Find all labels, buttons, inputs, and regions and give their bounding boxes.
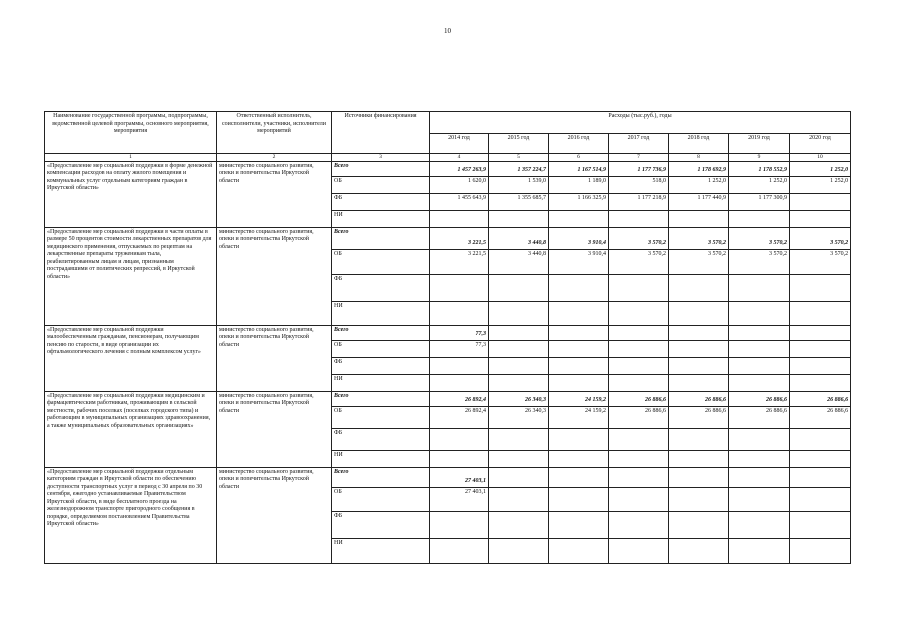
expense-value: 1 357 224,7 bbox=[489, 161, 549, 176]
table-body bbox=[45, 161, 851, 563]
expense-value bbox=[549, 357, 609, 374]
expense-value: 1 189,0 bbox=[549, 176, 609, 193]
expense-value bbox=[790, 511, 851, 538]
expense-value: 1 166 325,9 bbox=[549, 193, 609, 210]
expense-value bbox=[729, 487, 790, 511]
funding-source: Всего bbox=[332, 227, 430, 249]
expense-value: 1 455 643,9 bbox=[430, 193, 489, 210]
expense-value bbox=[549, 301, 609, 325]
expense-value: 3 570,2 bbox=[609, 249, 669, 274]
expense-value bbox=[790, 450, 851, 467]
header-expenses: Расходы (тыс.руб.), годы bbox=[430, 112, 851, 134]
expense-value: 3 221,5 bbox=[430, 249, 489, 274]
expense-value bbox=[489, 357, 549, 374]
expense-value: 1 539,0 bbox=[489, 176, 549, 193]
funding-source: Всего bbox=[332, 391, 430, 406]
expense-value bbox=[790, 538, 851, 563]
expense-value bbox=[489, 511, 549, 538]
expense-value bbox=[549, 487, 609, 511]
expense-value: 26 892,4 bbox=[430, 406, 489, 428]
year-header: 2020 год bbox=[790, 134, 851, 154]
expense-value bbox=[609, 210, 669, 227]
year-header: 2015 год bbox=[489, 134, 549, 154]
measure-name: «Предоставление мер социальной поддержки отдельным категориям граждан в Иркутской области по обеспечению доступности транспортных услуг в период с 30 апреля по 30 сентября, ежегодно устанавливаемые Правительством Иркутской области, в виде бесплатного проезда на железнодорожном транспорте пригородного сообщения в порядке, определяемом постановлением Правительства Иркутской области» bbox=[45, 467, 217, 563]
expense-value bbox=[489, 467, 549, 487]
expense-value bbox=[430, 450, 489, 467]
expense-value bbox=[549, 467, 609, 487]
budget-table bbox=[44, 111, 851, 564]
measure-name: «Предоставление мер социальной поддержки в части оплаты в размере 50 процентов стоимости лекарственных препаратов для медицинского применения, отпускаемых по рецептам на лекарственные препараты труженикам тыла, реабилитированным лицам и лицам, признанным пострадавшими от политических репрессий, в Иркутской области» bbox=[45, 227, 217, 325]
expense-value bbox=[669, 450, 729, 467]
expense-value bbox=[430, 538, 489, 563]
expense-value: 1 178 552,9 bbox=[729, 161, 790, 176]
expense-value: 1 252,0 bbox=[790, 176, 851, 193]
column-number: 9 bbox=[729, 154, 790, 162]
funding-source: ОБ bbox=[332, 340, 430, 357]
header-executor: Ответственный исполнитель, соисполнители, участники, исполнители мероприятий bbox=[217, 112, 332, 154]
year-header: 2018 год bbox=[669, 134, 729, 154]
executor: министерство социального развития, опеки и попечительства Иркутской области bbox=[217, 227, 332, 325]
executor: министерство социального развития, опеки и попечительства Иркутской области bbox=[217, 391, 332, 467]
header-sources: Источники финансирования bbox=[332, 112, 430, 154]
expense-value: 1 252,0 bbox=[790, 161, 851, 176]
expense-value bbox=[549, 340, 609, 357]
funding-source: ОБ bbox=[332, 406, 430, 428]
expense-value bbox=[430, 374, 489, 391]
expense-value bbox=[790, 301, 851, 325]
expense-value bbox=[790, 340, 851, 357]
expense-value: 3 440,8 bbox=[489, 227, 549, 249]
expense-value bbox=[430, 210, 489, 227]
expense-value bbox=[609, 340, 669, 357]
expense-value: 1 177 300,9 bbox=[729, 193, 790, 210]
year-header: 2016 год bbox=[549, 134, 609, 154]
expense-value bbox=[430, 274, 489, 301]
expense-value: 3 570,2 bbox=[669, 227, 729, 249]
expense-value: 24 159,2 bbox=[549, 406, 609, 428]
expense-value bbox=[669, 325, 729, 340]
funding-source: НИ bbox=[332, 301, 430, 325]
expense-value: 77,3 bbox=[430, 325, 489, 340]
funding-source: НИ bbox=[332, 538, 430, 563]
funding-source: Всего bbox=[332, 325, 430, 340]
table-row bbox=[45, 227, 851, 249]
expense-value: 3 221,5 bbox=[430, 227, 489, 249]
expense-value bbox=[609, 274, 669, 301]
expense-value bbox=[669, 374, 729, 391]
column-number: 5 bbox=[489, 154, 549, 162]
measure-name: «Предоставление мер социальной поддержки в форме денежной компенсации расходов на оплату жилого помещения и коммунальных услуг отдельным категориям граждан в Иркутской области» bbox=[45, 161, 217, 227]
funding-source: Всего bbox=[332, 161, 430, 176]
expense-value bbox=[489, 301, 549, 325]
expense-value bbox=[669, 428, 729, 450]
funding-source: ОБ bbox=[332, 249, 430, 274]
expense-value: 26 886,6 bbox=[790, 391, 851, 406]
expense-value bbox=[430, 511, 489, 538]
expense-value: 26 886,6 bbox=[729, 406, 790, 428]
expense-value bbox=[790, 428, 851, 450]
expense-value bbox=[489, 340, 549, 357]
expense-value: 3 570,2 bbox=[729, 249, 790, 274]
expense-value bbox=[549, 511, 609, 538]
expense-value: 26 886,6 bbox=[669, 406, 729, 428]
expense-value bbox=[489, 428, 549, 450]
funding-source: Всего bbox=[332, 467, 430, 487]
year-header: 2019 год bbox=[729, 134, 790, 154]
expense-value: 26 340,3 bbox=[489, 391, 549, 406]
expense-value: 1 167 514,9 bbox=[549, 161, 609, 176]
page-number: 10 bbox=[444, 27, 451, 35]
funding-source: ФБ bbox=[332, 193, 430, 210]
expense-value bbox=[729, 467, 790, 487]
expense-value bbox=[489, 374, 549, 391]
expense-value bbox=[790, 357, 851, 374]
measure-name: «Предоставление мер социальной поддержки малообеспеченным гражданам, пенсионерам, получающим пенсию по старости, в виде организации их офтальмологического лечения с полным комплексом услуг» bbox=[45, 325, 217, 391]
expense-value bbox=[669, 357, 729, 374]
expense-value: 24 159,2 bbox=[549, 391, 609, 406]
column-number: 7 bbox=[609, 154, 669, 162]
table-row bbox=[45, 325, 851, 340]
column-numbers-row bbox=[45, 154, 851, 162]
column-number: 8 bbox=[669, 154, 729, 162]
column-number: 4 bbox=[430, 154, 489, 162]
expense-value bbox=[549, 325, 609, 340]
expense-value: 26 892,4 bbox=[430, 391, 489, 406]
funding-source: НИ bbox=[332, 210, 430, 227]
expense-value bbox=[549, 428, 609, 450]
funding-source: ФБ bbox=[332, 274, 430, 301]
expense-value bbox=[609, 450, 669, 467]
expense-value bbox=[729, 210, 790, 227]
column-number: 1 bbox=[45, 154, 217, 162]
expense-value: 1 252,0 bbox=[729, 176, 790, 193]
expense-value bbox=[549, 450, 609, 467]
expense-value bbox=[729, 340, 790, 357]
expense-value bbox=[489, 487, 549, 511]
expense-value: 26 886,6 bbox=[609, 391, 669, 406]
expense-value: 1 620,0 bbox=[430, 176, 489, 193]
funding-source: НИ bbox=[332, 450, 430, 467]
expense-value: 26 886,6 bbox=[729, 391, 790, 406]
expense-value bbox=[669, 467, 729, 487]
expense-value: 3 570,2 bbox=[609, 227, 669, 249]
table-row bbox=[45, 391, 851, 406]
expense-value bbox=[430, 357, 489, 374]
expense-value bbox=[609, 538, 669, 563]
expense-value: 3 910,4 bbox=[549, 227, 609, 249]
executor: министерство социального развития, опеки и попечительства Иркутской области bbox=[217, 161, 332, 227]
expense-value bbox=[669, 511, 729, 538]
expense-value: 3 570,2 bbox=[790, 227, 851, 249]
expense-value: 26 886,6 bbox=[669, 391, 729, 406]
expense-value bbox=[729, 274, 790, 301]
expense-value bbox=[669, 538, 729, 563]
expense-value bbox=[489, 538, 549, 563]
expense-value bbox=[729, 374, 790, 391]
expense-value bbox=[729, 450, 790, 467]
expense-value bbox=[729, 301, 790, 325]
measure-name: «Предоставление мер социальной поддержки медицинским и фармацевтическим работникам, проживающим в сельской местности, рабочих поселках (поселках городского типа) и работающим в муниципальных организациях здравоохранения, а также муниципальных образовательных организациях» bbox=[45, 391, 217, 467]
expense-value bbox=[669, 340, 729, 357]
expense-value: 77,3 bbox=[430, 340, 489, 357]
expense-value: 3 440,8 bbox=[489, 249, 549, 274]
expense-value: 26 886,6 bbox=[790, 406, 851, 428]
expense-value bbox=[609, 487, 669, 511]
expense-value bbox=[609, 357, 669, 374]
header-row bbox=[45, 112, 851, 134]
expense-value: 3 910,4 bbox=[549, 249, 609, 274]
year-header: 2014 год bbox=[430, 134, 489, 154]
expense-value: 3 570,2 bbox=[669, 249, 729, 274]
funding-source: НИ bbox=[332, 374, 430, 391]
executor: министерство социального развития, опеки и попечительства Иркутской области bbox=[217, 325, 332, 391]
column-number: 10 bbox=[790, 154, 851, 162]
expense-value bbox=[669, 487, 729, 511]
expense-value bbox=[669, 301, 729, 325]
expense-value: 518,0 bbox=[609, 176, 669, 193]
expense-value bbox=[549, 374, 609, 391]
expense-value bbox=[549, 210, 609, 227]
executor: министерство социального развития, опеки и попечительства Иркутской области bbox=[217, 467, 332, 563]
expense-value: 1 178 692,9 bbox=[669, 161, 729, 176]
expense-value bbox=[790, 210, 851, 227]
expense-value bbox=[609, 374, 669, 391]
funding-source: ФБ bbox=[332, 511, 430, 538]
expense-value bbox=[729, 428, 790, 450]
table-row bbox=[45, 161, 851, 176]
expense-value bbox=[609, 428, 669, 450]
expense-value bbox=[430, 301, 489, 325]
expense-value bbox=[489, 325, 549, 340]
expense-value bbox=[489, 210, 549, 227]
expense-value bbox=[729, 325, 790, 340]
expense-value bbox=[609, 325, 669, 340]
expense-value bbox=[489, 274, 549, 301]
expense-value bbox=[729, 511, 790, 538]
expense-value bbox=[790, 193, 851, 210]
expense-value: 27 403,1 bbox=[430, 487, 489, 511]
header-name: Наименование государственной программы, подпрограммы, ведомственной целевой программы, основного мероприятия, мероприятия bbox=[45, 112, 217, 154]
expense-value bbox=[790, 374, 851, 391]
expense-value bbox=[790, 487, 851, 511]
expense-value bbox=[430, 428, 489, 450]
column-number: 2 bbox=[217, 154, 332, 162]
expense-value bbox=[489, 450, 549, 467]
expense-value bbox=[790, 467, 851, 487]
expense-value bbox=[669, 210, 729, 227]
expense-value bbox=[609, 301, 669, 325]
expense-value bbox=[790, 274, 851, 301]
column-number: 6 bbox=[549, 154, 609, 162]
expense-value bbox=[669, 274, 729, 301]
expense-value bbox=[609, 511, 669, 538]
expense-value: 26 340,3 bbox=[489, 406, 549, 428]
expense-value: 1 177 736,9 bbox=[609, 161, 669, 176]
expense-value bbox=[609, 467, 669, 487]
funding-source: ОБ bbox=[332, 487, 430, 511]
year-header: 2017 год bbox=[609, 134, 669, 154]
expense-value: 1 355 685,7 bbox=[489, 193, 549, 210]
expense-value bbox=[549, 538, 609, 563]
expense-value bbox=[790, 325, 851, 340]
expense-value: 3 570,2 bbox=[790, 249, 851, 274]
expense-value: 3 570,2 bbox=[729, 227, 790, 249]
expense-value bbox=[729, 357, 790, 374]
expense-value bbox=[729, 538, 790, 563]
funding-source: ФБ bbox=[332, 357, 430, 374]
table-row bbox=[45, 467, 851, 487]
expense-value: 27 403,1 bbox=[430, 467, 489, 487]
expense-value: 1 252,0 bbox=[669, 176, 729, 193]
funding-source: ФБ bbox=[332, 428, 430, 450]
column-number: 3 bbox=[332, 154, 430, 162]
funding-source: ОБ bbox=[332, 176, 430, 193]
expense-value: 1 177 440,9 bbox=[669, 193, 729, 210]
expense-value: 1 457 263,9 bbox=[430, 161, 489, 176]
expense-value bbox=[549, 274, 609, 301]
expense-value: 1 177 218,9 bbox=[609, 193, 669, 210]
expense-value: 26 886,6 bbox=[609, 406, 669, 428]
